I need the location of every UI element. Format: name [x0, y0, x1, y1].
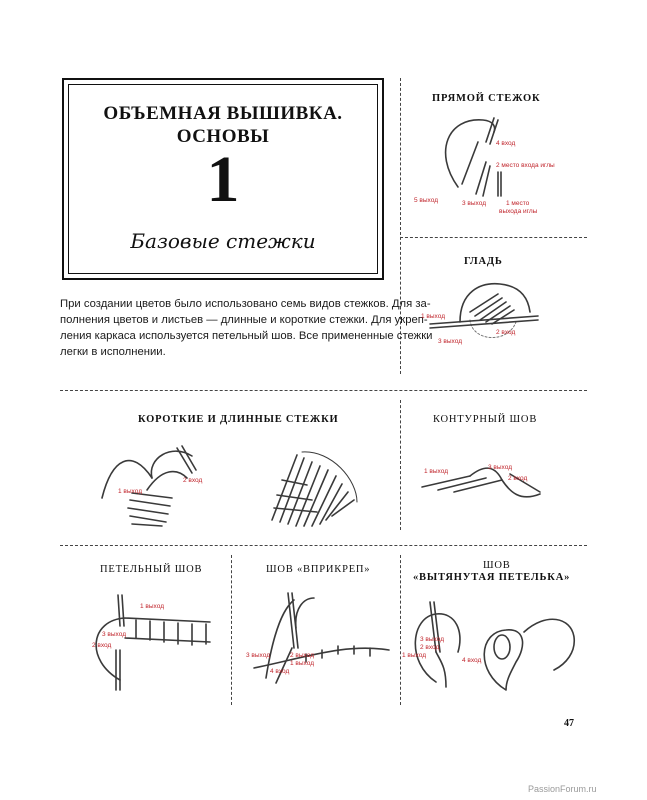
satin-label: 1 выход — [421, 313, 445, 320]
intro-line: ления каркаса используется петельный шов. Все примененные стежки — [60, 330, 433, 342]
section-title-stem: КОНТУРНЫЙ ШОВ — [433, 414, 538, 425]
chapter-subtitle: Базовые стежки — [130, 229, 316, 253]
intro-line: При создании цветов было использовано семь видов стежков. Для за- — [60, 298, 431, 310]
chapter-title-box — [62, 78, 384, 280]
watermark: PassionForum.ru — [528, 784, 597, 794]
straight-label: 1 место — [506, 200, 530, 207]
straight-label: выхода иглы — [499, 208, 538, 215]
detached-label: 3 выход — [420, 636, 444, 643]
section-title-buttonhole: ПЕТЕЛЬНЫЙ ШОВ — [100, 564, 203, 575]
stem-label: 2 вход — [508, 475, 528, 482]
divider-horizontal-lower — [60, 545, 587, 546]
detached-label: 2 вход — [420, 644, 440, 651]
satin-label: 3 выход — [438, 338, 462, 345]
chapter-title-inner-frame — [68, 84, 378, 274]
couching-label: 1 выход — [290, 660, 314, 667]
long-short-result-illustration — [262, 440, 372, 535]
section-title-long-short: КОРОТКИЕ И ДЛИННЫЕ СТЕЖКИ — [138, 414, 339, 425]
couching-label: 4 вход — [270, 668, 290, 675]
straight-label: 4 вход — [496, 140, 516, 147]
divider-vertical-middle — [400, 400, 401, 530]
section-title-detached-chain-1: ШОВ — [483, 560, 511, 571]
couching-label: 3 выход — [246, 652, 270, 659]
straight-label: 2 место входа иглы — [496, 162, 555, 169]
stem-label: 1 выход — [424, 468, 448, 475]
intro-line: полнения цветов и листьев — длинные и короткие стежки. Для укреп- — [60, 314, 428, 326]
long-short-label: 2 вход — [183, 477, 203, 484]
section-title-satin: ГЛАДЬ — [464, 256, 503, 267]
intro-line: легки в исполнении. — [60, 346, 166, 358]
buttonhole-label: 1 выход — [140, 603, 164, 610]
divider-vertical-lower-right — [400, 555, 401, 705]
stem-label: 3 выход — [488, 464, 512, 471]
straight-label: 5 выход — [414, 197, 438, 204]
long-short-stitch-illustration — [92, 438, 217, 538]
section-title-detached-chain-2: «ВЫТЯНУТАЯ ПЕТЕЛЬКА» — [413, 572, 571, 583]
section-title-straight-stitch: ПРЯМОЙ СТЕЖОК — [432, 93, 541, 104]
straight-label: 3 выход — [462, 200, 486, 207]
chapter-number: 1 — [206, 143, 240, 216]
detached-label: 4 вход — [462, 657, 482, 664]
long-short-label: 1 выход — [118, 488, 142, 495]
divider-horizontal-middle — [60, 390, 587, 391]
buttonhole-label: 2 вход — [92, 642, 112, 649]
satin-label: 2 вход — [496, 329, 516, 336]
section-title-couching: ШОВ «ВПРИКРЕП» — [266, 564, 371, 575]
chapter-title-line2: ОСНОВЫ — [176, 126, 270, 147]
couching-label: 2 выход — [290, 652, 314, 659]
page-number: 47 — [564, 718, 574, 729]
couching-stitch-illustration — [244, 588, 394, 698]
buttonhole-label: 3 выход — [102, 631, 126, 638]
chapter-title-line1: ОБЪЕМНАЯ ВЫШИВКА. — [103, 103, 343, 124]
divider-vertical-lower-left — [231, 555, 232, 705]
detached-label: 1 выход — [402, 652, 426, 659]
stem-stitch-illustration — [410, 452, 550, 522]
divider-right-upper — [400, 237, 587, 238]
